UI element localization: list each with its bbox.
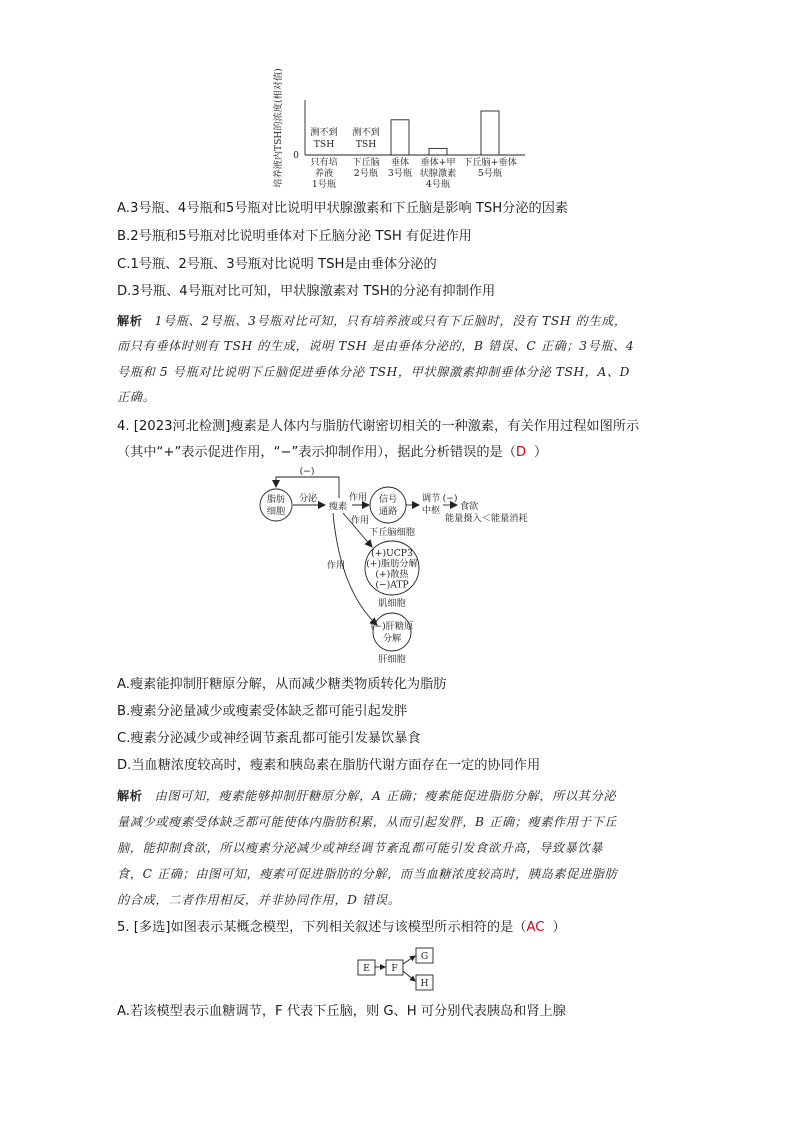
q4-option-a: A.瘦素能抑制肝糖原分解，从而减少糖类物质转化为脂肪: [117, 677, 447, 692]
y-axis-label: 培养液内TSH的浓度(相对值): [273, 68, 284, 188]
node-h-label: H: [420, 978, 429, 989]
x-tick-label: 3号瓶: [387, 168, 413, 179]
q3-explanation-line: 解析 1号瓶、2号瓶、3号瓶对比可知，只有培养液或只有下丘脑时，没有 TSH 的生成，: [117, 314, 627, 328]
signal-label: 通路: [378, 506, 398, 517]
regulate-label: 调节: [421, 493, 441, 504]
x-tick-label: 垂体+甲: [420, 157, 456, 168]
q4-explanation-line: 的合成，二者作用相反，并非协同作用，D 错误。: [117, 893, 401, 907]
appetite-label: 食欲: [460, 501, 479, 512]
bar-annotation: 测不到: [352, 127, 380, 138]
muscle-cell-label: 肌细胞: [378, 598, 406, 609]
q5-stem-line: 5. [多选]如图表示某概念模型，下列相关叙述与该模型所示相符的是（AC ）: [117, 920, 566, 935]
act-label: 作用: [350, 515, 370, 526]
act-label: 作用: [326, 560, 346, 571]
liver-cell-label: 肝细胞: [378, 654, 406, 665]
q4-option-d: D.当血糖浓度较高时，瘦素和胰岛素在脂肪代谢方面存在一定的协同作用: [117, 758, 541, 773]
node-g-label: G: [420, 951, 429, 962]
q4-option-b: B.瘦素分泌量减少或瘦素受体缺乏都可能引起发胖: [117, 704, 408, 719]
x-tick-label: 养液: [314, 168, 334, 179]
x-tick-label: 4号瓶: [425, 179, 451, 190]
concept-model-labels: [363, 951, 428, 989]
x-tick-label: 5号瓶: [477, 168, 503, 179]
y-zero-label: 0: [293, 150, 299, 161]
act-label: 作用: [348, 492, 368, 503]
q4-explanation-line: 量减少或瘦素受体缺乏都可能使体内脂肪积累，从而引起发胖，B 正确；瘦素作用于下丘: [117, 815, 617, 829]
secrete-label: 分泌: [298, 493, 318, 504]
q3-option-b: B.2号瓶和5号瓶对比说明垂体对下丘脑分泌 TSH 有促进作用: [117, 229, 472, 244]
q4-answer: D: [515, 445, 527, 460]
fat-cell-label: 细胞: [266, 506, 286, 517]
node-f-label: F: [391, 963, 398, 974]
q4-explanation-line: 解析 由图可知，瘦素能够抑制肝糖原分解，A 正确；瘦素能促进脂肪分解，所以其分泌: [117, 789, 617, 803]
appetite-neg-label: (−): [442, 493, 458, 504]
x-tick-label: 2号瓶: [353, 168, 379, 179]
x-tick-label: 下丘脑+垂体: [463, 157, 517, 168]
bar-annotation: TSH: [313, 139, 335, 150]
signal-label: 信号: [378, 494, 398, 505]
q3-explanation-line: 正确。: [117, 390, 156, 404]
liver-effect-label: (−)肝糖原: [370, 621, 414, 632]
bar-annotation: TSH: [355, 139, 377, 150]
f-to-h-arrow: [403, 971, 415, 981]
leptin-label: 瘦素: [328, 501, 348, 512]
bar-annotation: 测不到: [310, 127, 338, 138]
node-e-label: E: [363, 963, 370, 974]
q4-stem-line: （其中“+”表示促进作用，“−”表示抑制作用），据此分析错误的是（D ）: [117, 445, 548, 460]
q4-stem-line: 4. [2023河北检测]瘦素是人体内与脂肪代谢密切相关的一种激素，有关作用过程如图所示: [117, 419, 640, 434]
x-tick-label: 垂体: [390, 157, 410, 168]
hypothalamus-label: 下丘脑细胞: [369, 527, 415, 538]
muscle-effect-label: (+)脂肪分解: [366, 558, 418, 570]
energy-label: 能量摄入＜能量消耗: [445, 513, 528, 524]
q5-option-a: A.若该模型表示血糖调节，F 代表下丘脑，则 G、H 可分别代表胰岛和肾上腺: [117, 1004, 566, 1019]
x-tick-label: 只有培: [310, 157, 338, 168]
x-tick-label: 下丘脑: [352, 157, 380, 168]
muscle-effect-label: (+)散热: [375, 569, 409, 580]
explanation-label: 解析: [117, 789, 143, 803]
q3-explanation-line: 号瓶和 5 号瓶对比说明下丘脑促进垂体分泌 TSH，甲状腺激素抑制垂体分泌 TSH，A、D: [117, 365, 631, 379]
q3-option-a: A.3号瓶、4号瓶和5号瓶对比说明甲状腺激素和下丘脑是影响 TSH分泌的因素: [117, 201, 569, 216]
q4-explanation-line: 食，C 正确；由图可知，瘦素可促进脂肪的分解，而当血糖浓度较高时，胰岛素促进脂肪: [117, 867, 618, 881]
regulate-label: 中枢: [421, 505, 441, 516]
q3-option-d: D.3号瓶、4号瓶对比可知，甲状腺激素对 TSH的分泌有抑制作用: [117, 284, 496, 299]
q4-option-c: C.瘦素分泌减少或神经调节紊乱都可能引发暴饮暴食: [117, 731, 421, 746]
x-tick-label: 1号瓶: [311, 179, 337, 190]
q3-explanation-line: 而只有垂体时则有 TSH 的生成，说明 TSH 是由垂体分泌的，B 错误、C 正确；3号瓶、4: [117, 339, 635, 353]
feedback-neg-label: (−): [299, 466, 315, 477]
x-tick-label: 状腺激素: [419, 168, 457, 179]
q5-answer: AC: [526, 920, 545, 935]
f-to-g-arrow: [403, 956, 415, 964]
muscle-effect-label: (−)ATP: [375, 579, 409, 591]
explanation-label: 解析: [117, 314, 143, 328]
muscle-effect-label: (+)UCP3: [371, 548, 413, 559]
q3-option-c: C.1号瓶、2号瓶、3号瓶对比说明 TSH是由垂体分泌的: [117, 257, 437, 272]
fat-cell-label: 脂肪: [266, 494, 286, 505]
liver-effect-label: 分解: [382, 633, 402, 644]
q4-explanation-line: 脑，能抑制食欲，所以瘦素分泌减少或神经调节紊乱都可能引发食欲升高，导致暴饮暴: [117, 841, 603, 855]
